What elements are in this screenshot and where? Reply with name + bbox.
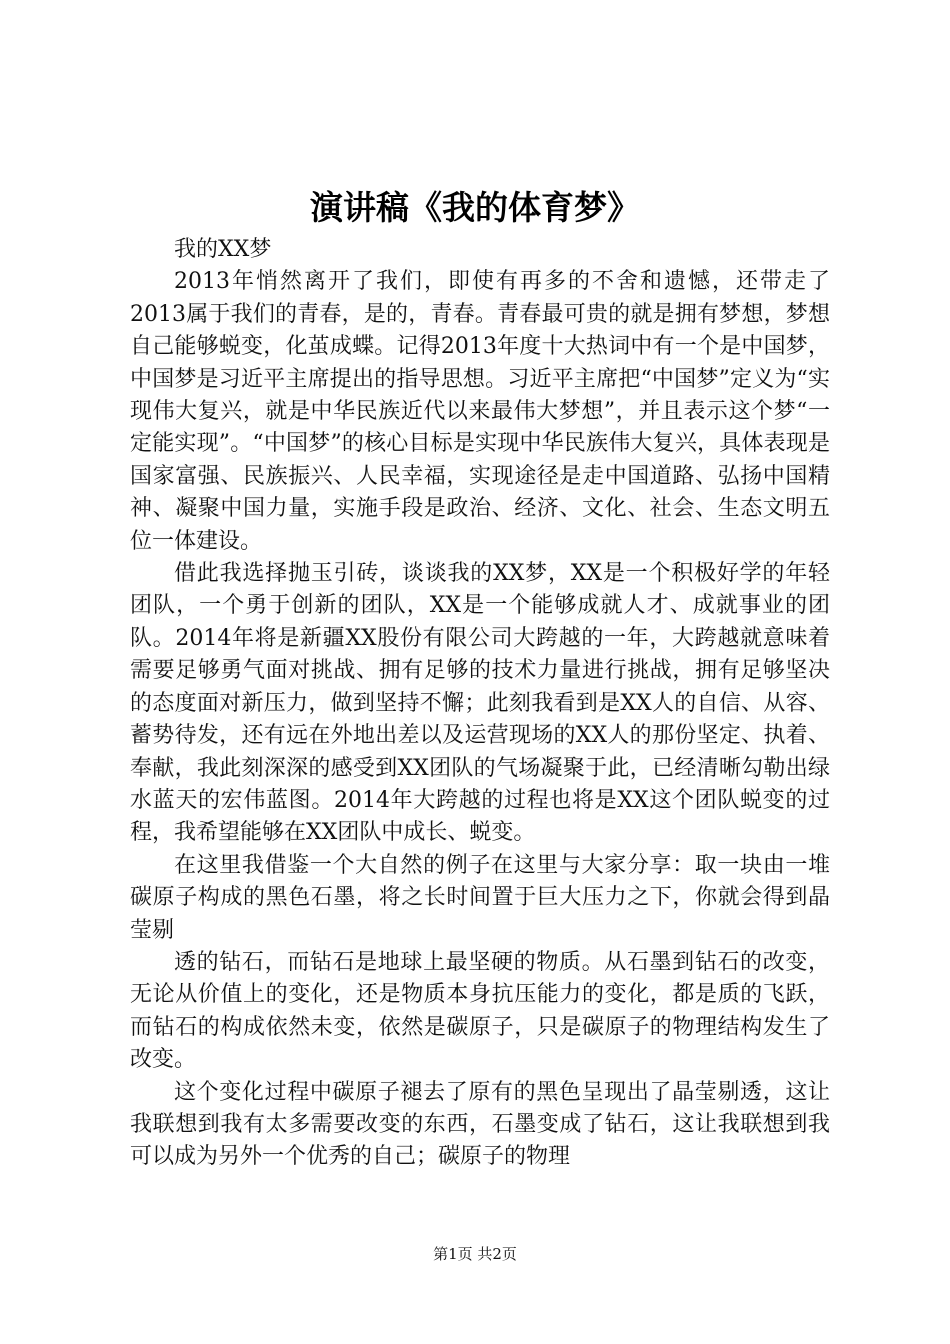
paragraph: 借此我选择抛玉引砖，谈谈我的XX梦，XX是一个积极好学的年轻团队，一个勇于创新的团队，XX是一个能够成就人才、成就事业的团队。2014年将是新疆XX股份有限公司大跨越的一年，大跨越就意味着需要足够勇气面对挑战、拥有足够的技术力量进行挑战，拥有足够坚决的态度面对新压力，做到坚持不懈；此刻我看到是XX人的自信、从容、蓄势待发，还有远在外地出差以及运营现场的XX人的那份坚定、执着、奉献，我此刻深深的感受到XX团队的气场凝聚于此，已经清晰勾勒出绿水蓝天的宏伟蓝图。2014年大跨越的过程也将是XX这个团队蜕变的过程，我希望能够在XX团队中成长、蜕变。: [130, 561, 830, 846]
document-body: [130, 234, 830, 1174]
paragraph: 透的钻石，而钻石是地球上最坚硬的物质。从石墨到钻石的改变，无论从价值上的变化，还是物质本身抗压能力的变化，都是质的飞跃，而钻石的构成依然未变，依然是碳原子，只是碳原子的物理结构发生了改变。: [130, 949, 830, 1073]
paragraph: 在这里我借鉴一个大自然的例子在这里与大家分享：取一块由一堆碳原子构成的黑色石墨，将之长时间置于巨大压力之下，你就会得到晶莹剔: [130, 852, 830, 943]
page-footer: 第1页 共2页: [433, 1245, 517, 1263]
document-title: 演讲稿《我的体育梦》: [310, 188, 640, 227]
paragraph-heading: 我的XX梦: [174, 237, 272, 262]
paragraph: 2013年悄然离开了我们，即使有再多的不舍和遗憾，还带走了2013属于我们的青春，是的，青春。青春最可贵的就是拥有梦想，梦想自己能够蜕变，化茧成蝶。记得2013年度十大热词中有一个是中国梦，中国梦是习近平主席提出的指导思想。习近平主席把“中国梦”定义为“实现伟大复兴，就是中华民族近代以来最伟大梦想”，并且表示这个梦“一定能实现”。“中国梦”的核心目标是实现中华民族伟大复兴，具体表现是国家富强、民族振兴、人民幸福，实现途径是走中国道路、弘扬中国精神、凝聚中国力量，实施手段是政治、经济、文化、社会、生态文明五位一体建设。: [130, 269, 830, 554]
paragraph: 这个变化过程中碳原子褪去了原有的黑色呈现出了晶莹剔透，这让我联想到我有太多需要改变的东西，石墨变成了钻石，这让我联想到我可以成为另外一个优秀的自己；碳原子的物理: [130, 1079, 830, 1170]
